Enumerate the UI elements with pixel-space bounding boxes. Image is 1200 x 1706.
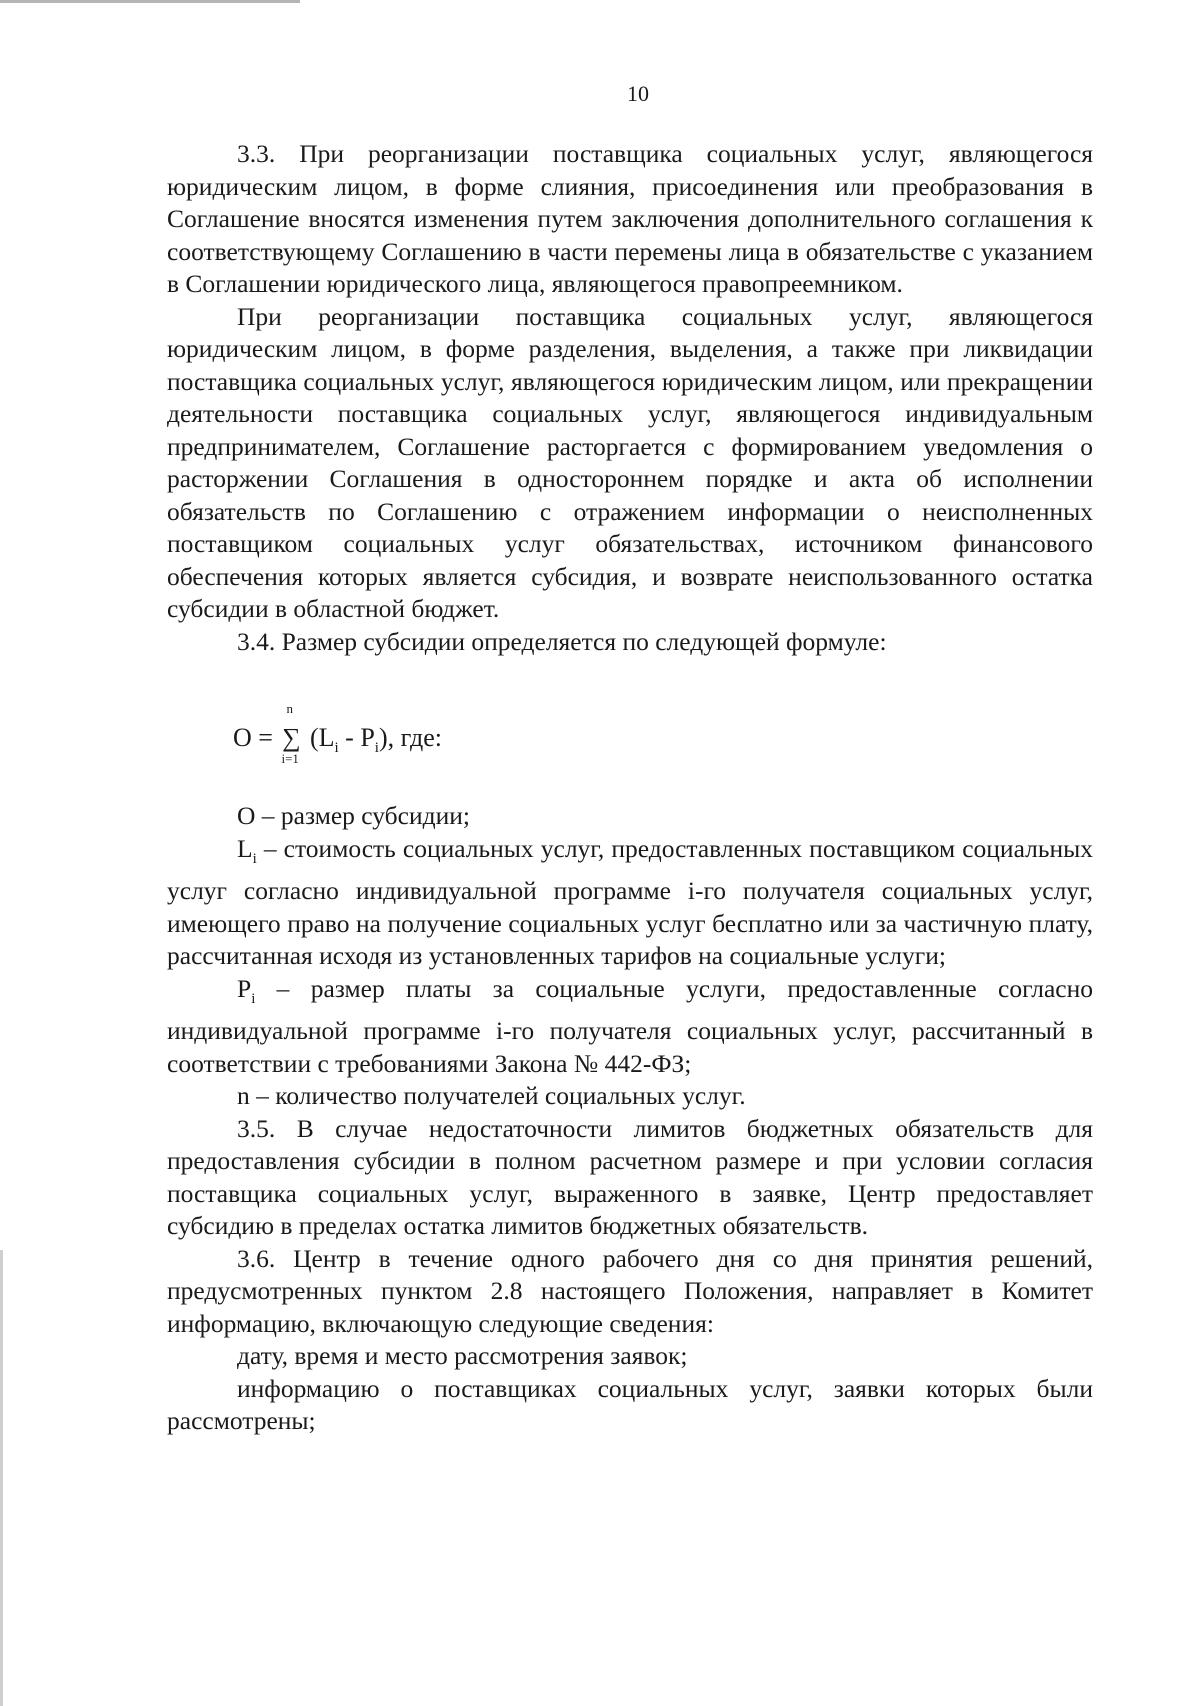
definition-l-symbol: L [237,833,253,863]
formula-close: ), где: [378,723,442,752]
sigma-sign: ∑ [282,723,301,752]
definition-p-sub: i [251,990,256,1007]
definition-p [167,973,1093,1081]
sigma-upper-limit: n [286,701,293,716]
paragraph-3-3: 3.3. При реорганизации поставщика социальных услуг, являющегося юридическим лицом, в форме слияния, присоединения или преобразования в Соглашение вносятся изменения путем заключения дополнительного соглашения к соответствующему Соглашению в части перемены лица в обязательстве с указанием в Соглашении юридического лица, являющегося правопреемником. [167,139,1093,298]
definition-p-text: – размер платы за социальные услуги, предоставленные согласно индивидуальной программе i-го получателя социальных услуг, рассчитанный в соответствии с требованиями Закона № 442-ФЗ; [167,973,1093,1078]
formula-sub-l: i [334,740,339,757]
definition-p-symbol: P [237,973,252,1003]
sigma-symbol [279,701,303,766]
document-body [167,138,1093,1438]
sigma-lower-limit: i=1 [281,751,299,766]
definition-n: n – количество получателей социальных услуг. [237,1081,746,1111]
paragraph-3-6: 3.6. Центр в течение одного рабочего дня со дня принятия решений, предусмотренных пунктом 2.8 настоящего Положения, направляет в Комитет информацию, включающую следующие сведения: [167,1243,1093,1338]
formula-open: (L [303,723,335,752]
scan-artifact-top [0,0,300,3]
formula-sub-p: i [374,740,379,757]
paragraph-3-5: 3.5. В случае недостаточности лимитов бюджетных обязательств для предоставления субсидии в полном расчетном размере и при условии согласия поставщика социальных услуг, выраженного в заявке, Центр предоставляет субсидию в пределах остатка лимитов бюджетных обязательств. [167,1113,1093,1241]
definition-l-text: – стоимость социальных услуг, предоставленных поставщиком социальных услуг согласно индивидуальной программе i-го получателя социальных услуг, имеющего право на получение социальных услуг бесплатно или за частичную плату, рассчитанная исходя из установленных тарифов на социальные услуги; [167,833,1093,971]
paragraph-3-4: 3.4. Размер субсидии определяется по следующей формуле: [237,626,887,656]
definition-o: O – размер субсидии; [237,801,470,830]
paragraph-reorganization: При реорганизации поставщика социальных услуг, являющегося юридическим лицом, в форме разделения, выделения, а также при ликвидации поставщика социальных услуг, являющегося юридическим лицом, или прекращении деятельности поставщика социальных услуг, являющегося индивидуальным предпринимателем, Соглашение расторгается с формированием уведомления о расторжении Соглашения в одностороннем порядке и акта об исполнении обязательств по Соглашению с отражением информации о неисполненных поставщиком социальных услуг обязательствах, источником финансового обеспечения которых является субсидия, и возврате неиспользованного остатка субсидии в областной бюджет. [167,301,1093,623]
page-number: 10 [627,81,649,106]
definition-l [167,833,1093,973]
paragraph-list-item-date: дату, время и место рассмотрения заявок; [237,1341,688,1371]
paragraph-list-item-suppliers: информацию о поставщиках социальных услуг, заявки которых были рассмотрены; [167,1373,1093,1436]
formula-lhs: O = [233,723,280,752]
scan-artifact-left-edge [0,1250,3,1706]
subsidy-formula [167,678,1093,778]
definition-l-sub: i [252,850,257,867]
formula-minus: - P [338,723,375,752]
